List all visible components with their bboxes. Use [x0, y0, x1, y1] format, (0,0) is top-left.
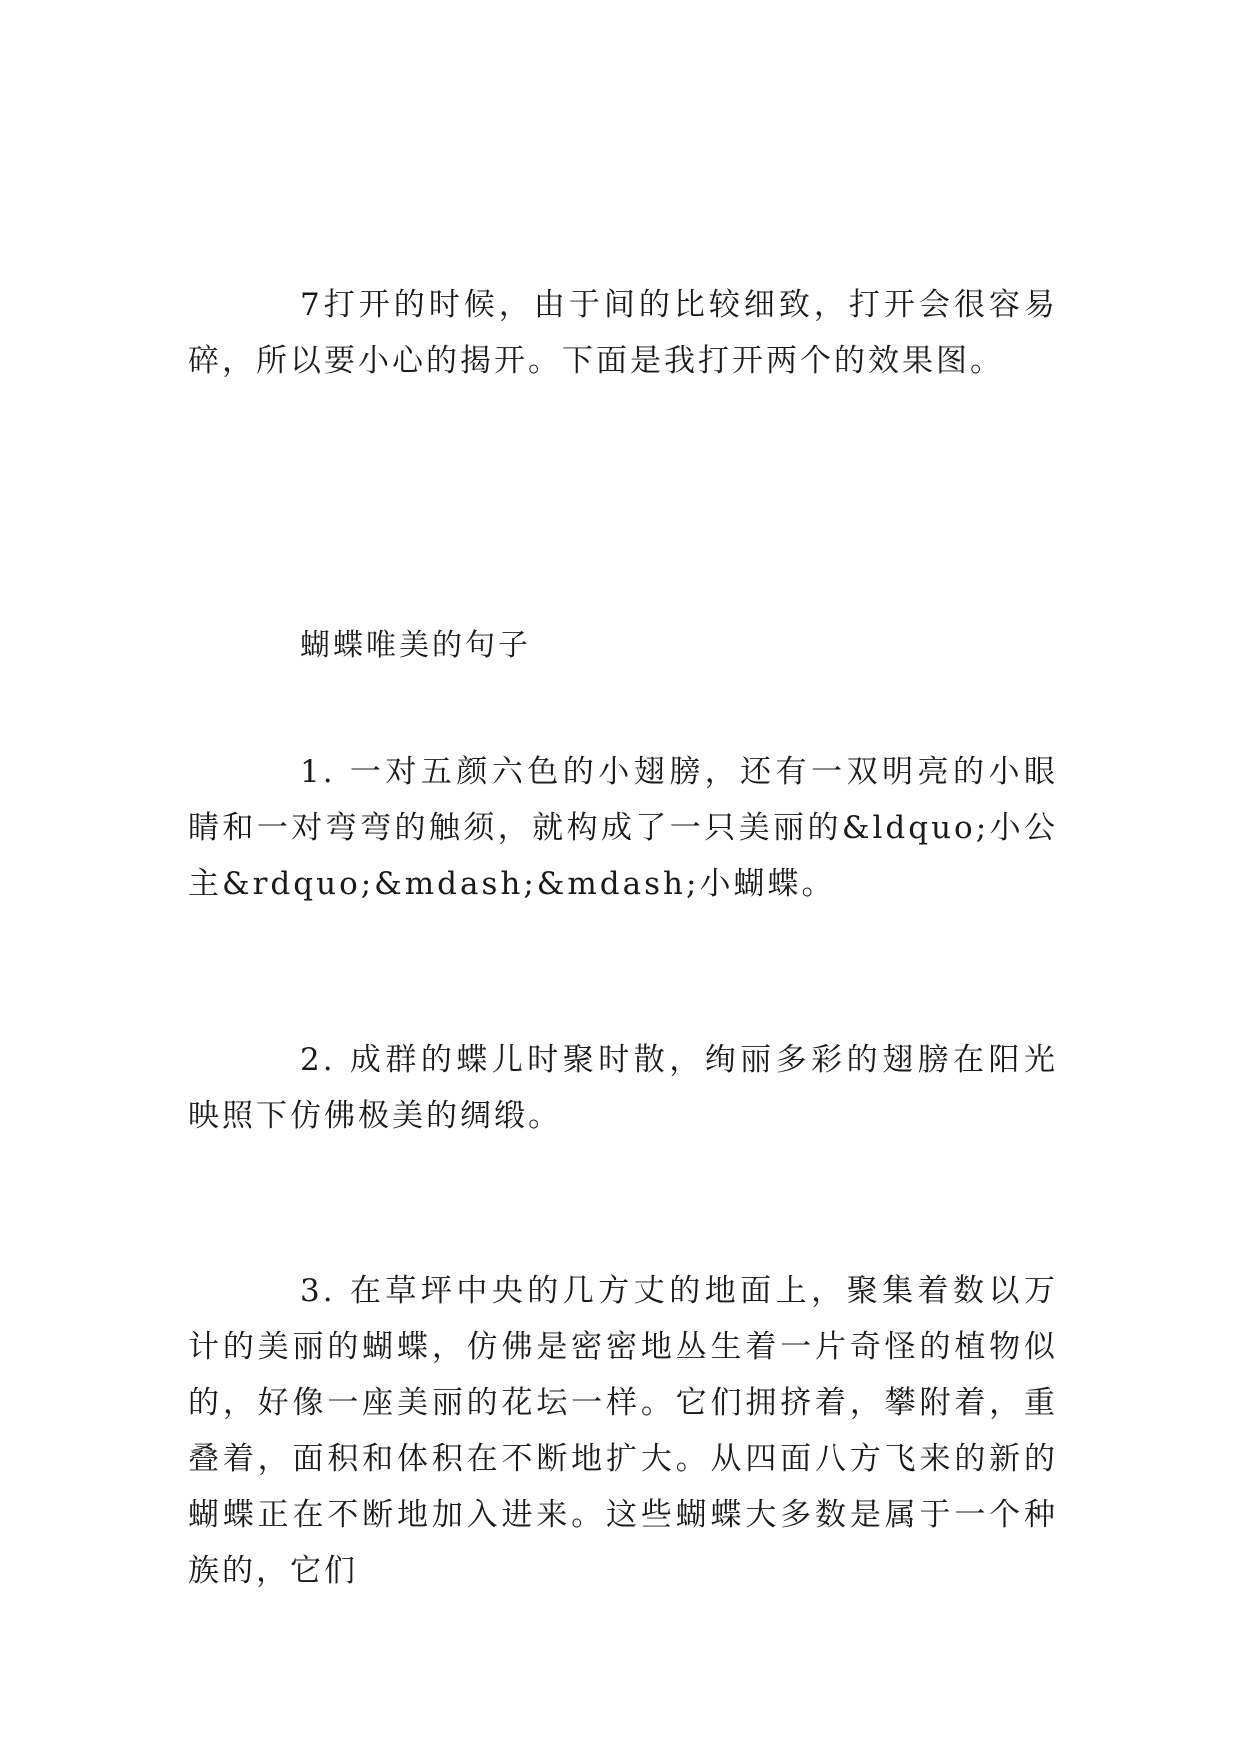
- sentence-2: 2. 成群的蝶儿时聚时散，绚丽多彩的翅膀在阳光映照下仿佛极美的绸缎。: [188, 1042, 1058, 1134]
- section-heading: 蝴蝶唯美的句子: [300, 628, 531, 663]
- sentence-3: 3. 在草坪中央的几方丈的地面上，聚集着数以万计的美丽的蝴蝶，仿佛是密密地丛生着一片奇怪的植物似的，好像一座美丽的花坛一样。它们拥挤着，攀附着，重叠着，面积和体积在不断地扩大。从四面八方飞来的新的蝴蝶正在不断地加入进来。这些蝴蝶大多数是属于一个种族的，它们: [188, 1273, 1058, 1589]
- sentence-1: 1. 一对五颜六色的小翅膀，还有一双明亮的小眼睛和一对弯弯的触须，就构成了一只美丽的&ldquo;小公主&rdquo;&mdash;&mdash;小蝴蝶。: [188, 754, 1058, 902]
- paragraph-step-7: 7打开的时候，由于间的比较细致，打开会很容易碎，所以要小心的揭开。下面是我打开两个的效果图。: [188, 287, 1058, 379]
